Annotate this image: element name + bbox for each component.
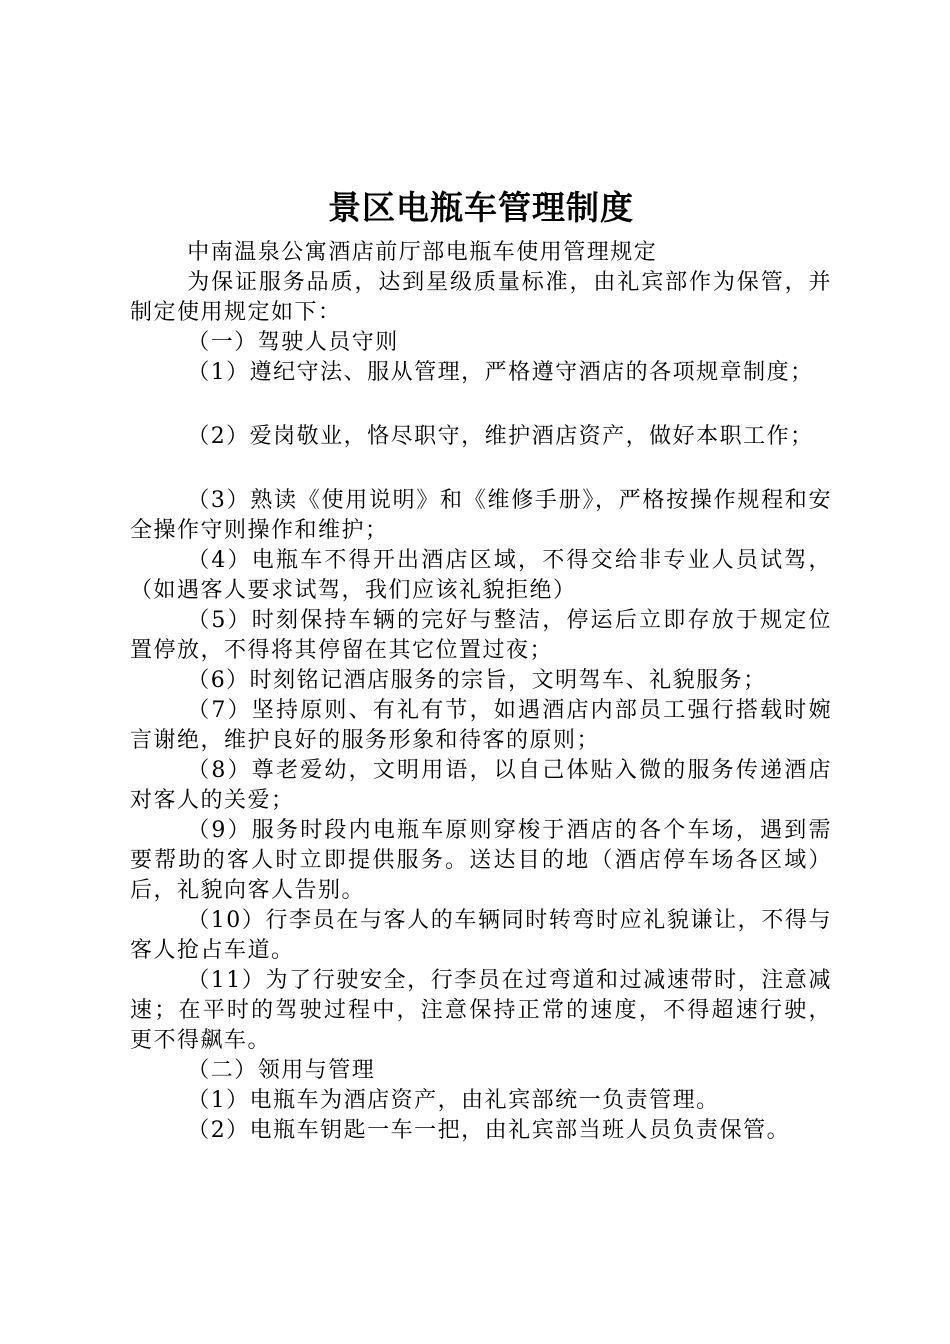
document-title: 景区电瓶车管理制度 — [328, 188, 634, 227]
rule-item-4: （4）电瓶车不得开出酒店区域，不得交给非专业人员试驾，（如遇客人要求试驾，我们应该礼貌拒绝） — [130, 548, 832, 603]
rule-item-7: （7）坚持原则、有礼有节，如遇酒店内部员工强行搭载时婉言谢绝，维护良好的服务形象和待客的原则； — [130, 698, 832, 753]
management-item-1: （1）电瓶车为酒店资产，由礼宾部统一负责管理。 — [187, 1088, 720, 1113]
rule-item-10: （10）行李员在与客人的车辆同时转弯时应礼貌谦让，不得与客人抢占车道。 — [130, 908, 832, 963]
rule-item-9: （9）服务时段内电瓶车原则穿梭于酒店的各个车场，遇到需要帮助的客人时立即提供服务。送达目的地（酒店停车场各区域）后，礼貌向客人告别。 — [130, 818, 832, 903]
rule-item-2: （2）爱岗敬业，恪尽职守，维护酒店资产，做好本职工作； — [187, 424, 814, 449]
rule-item-5: （5）时刻保持车辆的完好与整洁，停运后立即存放于规定位置停放，不得将其停留在其它位置过夜； — [130, 608, 832, 663]
management-item-2: （2）电瓶车钥匙一车一把，由礼宾部当班人员负责保管。 — [187, 1118, 791, 1143]
rule-item-11: （11）为了行驶安全，行李员在过弯道和过减速带时，注意减速；在平时的驾驶过程中，注意保持正常的速度，不得超速行驶，更不得飙车。 — [130, 968, 832, 1053]
rule-item-6: （6）时刻铭记酒店服务的宗旨，文明驾车、礼貌服务； — [187, 668, 767, 693]
subtitle-paragraph: 中南温泉公寓酒店前厅部电瓶车使用管理规定 — [187, 240, 658, 265]
document-page — [130, 180, 832, 1146]
section-heading-1: （一）驾驶人员守则 — [187, 330, 399, 355]
section-heading-2: （二）领用与管理 — [187, 1058, 376, 1083]
rule-item-1: （1）遵纪守法、服从管理，严格遵守酒店的各项规章制度； — [187, 360, 814, 385]
rule-item-8: （8）尊老爱幼，文明用语，以自己体贴入微的服务传递酒店对客人的关爱； — [130, 758, 832, 813]
rule-item-3: （3）熟读《使用说明》和《维修手册》，严格按操作规程和安全操作守则操作和维护； — [130, 488, 832, 543]
intro-paragraph: 为保证服务品质，达到星级质量标准，由礼宾部作为保管，并制定使用规定如下： — [130, 270, 832, 325]
